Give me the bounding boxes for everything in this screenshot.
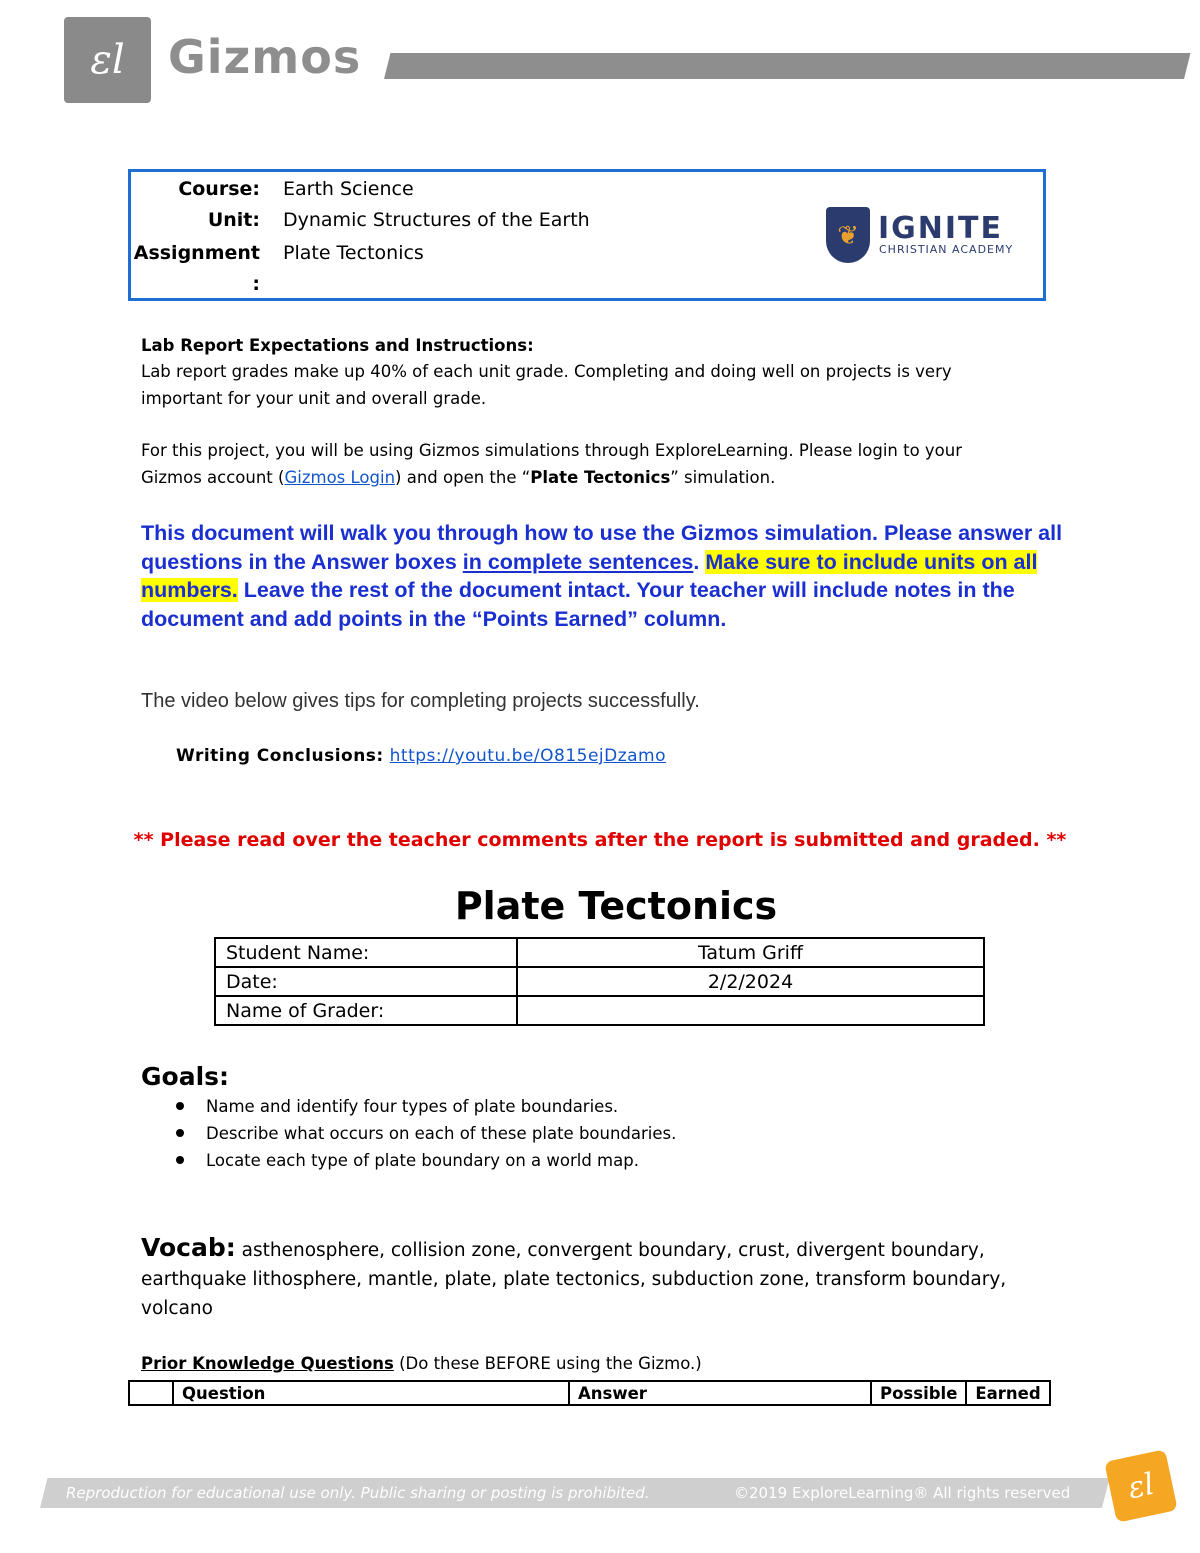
- brand-title: Gizmos: [168, 30, 362, 84]
- instruction-callout: [141, 519, 1071, 633]
- vocab-terms: asthenosphere, collision zone, convergent boundary, crust, divergent boundary, earthquake lithosphere, mantle, plate, plate tectonics, subduction zone, transform boundary, volcano: [141, 1240, 1007, 1319]
- table-row: [215, 967, 984, 996]
- header-bar: [384, 53, 1190, 79]
- column-header-possible: Possible: [871, 1381, 966, 1405]
- table-header-row: [129, 1381, 1050, 1405]
- goal-text: Locate each type of plate boundary on a world map.: [206, 1151, 639, 1170]
- gizmos-login-link[interactable]: Gizmos Login: [284, 468, 396, 487]
- explorelearning-footer-icon: [1104, 1449, 1178, 1523]
- unit-value: Dynamic Structures of the Earth: [283, 209, 590, 231]
- prior-knowledge-table: [128, 1380, 1051, 1406]
- login-mid: ) and open the “: [395, 468, 531, 487]
- instructions-line-4: [141, 465, 775, 491]
- callout-text-1-end: .: [693, 549, 706, 574]
- bullet-icon: [176, 1102, 184, 1110]
- callout-text-1: This document will walk you through how to use the Gizmos simulation. Please answer all questions in the Answer boxes: [141, 521, 1063, 574]
- grader-label: Name of Grader:: [215, 996, 517, 1025]
- assignment-label: Assignment: [133, 242, 260, 264]
- school-logo-name: IGNITE: [878, 211, 1004, 246]
- simulation-name: Plate Tectonics: [530, 468, 671, 487]
- course-label: Course:: [178, 178, 260, 200]
- vocab-heading: Vocab:: [141, 1233, 236, 1262]
- student-name-label: Student Name:: [215, 938, 517, 967]
- assignment-colon: :: [252, 273, 260, 295]
- student-info-table: [214, 937, 985, 1026]
- column-header-earned: Earned: [966, 1381, 1050, 1405]
- bullet-icon: [176, 1129, 184, 1137]
- grader-value[interactable]: [517, 996, 984, 1025]
- course-value: Earth Science: [283, 178, 414, 200]
- instructions-heading: Lab Report Expectations and Instructions:: [141, 336, 534, 355]
- school-logo-sub: CHRISTIAN ACADEMY: [879, 243, 1014, 256]
- vocab-paragraph: [141, 1233, 1061, 1323]
- login-suffix: ” simulation.: [670, 468, 776, 487]
- instructions-line-1: Lab report grades make up 40% of each unit grade. Completing and doing well on projects is very: [141, 362, 952, 381]
- instructions-line-2: important for your unit and overall grade.: [141, 389, 487, 408]
- table-row: [215, 938, 984, 967]
- column-header-number: [129, 1381, 173, 1405]
- callout-text-2: Leave the rest of the document intact. Your teacher will include notes in the document and add points in the “Points Earned” column.: [141, 578, 1015, 631]
- student-name-value[interactable]: Tatum Griff: [517, 938, 984, 967]
- column-header-answer: Answer: [569, 1381, 871, 1405]
- footer-copyright: ©2019 ExploreLearning® All rights reserved: [734, 1484, 1071, 1502]
- column-header-question: Question: [173, 1381, 569, 1405]
- prior-knowledge-line: [141, 1354, 702, 1373]
- teacher-comments-note: ** Please read over the teacher comments after the report is submitted and graded. **: [133, 829, 1067, 851]
- prior-knowledge-note: (Do these BEFORE using the Gizmo.): [393, 1354, 702, 1373]
- goal-text: Name and identify four types of plate boundaries.: [206, 1097, 619, 1116]
- goals-heading: Goals:: [141, 1062, 230, 1091]
- explorelearning-logo: [64, 17, 151, 103]
- list-item: [176, 1124, 676, 1143]
- video-intro: The video below gives tips for completing projects successfully.: [141, 690, 700, 712]
- writing-conclusions-line: [176, 746, 666, 766]
- bullet-icon: [176, 1156, 184, 1164]
- document-title: Plate Tectonics: [454, 884, 778, 928]
- writing-conclusions-label: Writing Conclusions:: [176, 746, 384, 766]
- goal-text: Describe what occurs on each of these plate boundaries.: [206, 1124, 677, 1143]
- callout-highlight: Make sure to include units on all numbers.: [141, 549, 1038, 602]
- list-item: [176, 1151, 639, 1170]
- footer-logo-glyph: ɛl: [1124, 1466, 1158, 1506]
- footer-disclaimer: Reproduction for educational use only. Public sharing or posting is prohibited.: [66, 1484, 650, 1502]
- date-value[interactable]: 2/2/2024: [517, 967, 984, 996]
- prior-knowledge-heading: Prior Knowledge Questions: [141, 1354, 394, 1373]
- flame-shield-icon: ❦: [826, 207, 870, 263]
- login-prefix: Gizmos account (: [141, 468, 285, 487]
- callout-underline: in complete sentences: [462, 549, 694, 574]
- date-label: Date:: [215, 967, 517, 996]
- list-item: [176, 1097, 618, 1116]
- unit-label: Unit:: [207, 209, 260, 231]
- writing-conclusions-link[interactable]: https://youtu.be/O815ejDzamo: [389, 746, 667, 766]
- instructions-line-3: For this project, you will be using Gizmos simulations through ExploreLearning. Please login to your: [141, 441, 963, 460]
- table-row: [215, 996, 984, 1025]
- assignment-value: Plate Tectonics: [283, 242, 424, 264]
- logo-glyph: ɛl: [90, 37, 125, 83]
